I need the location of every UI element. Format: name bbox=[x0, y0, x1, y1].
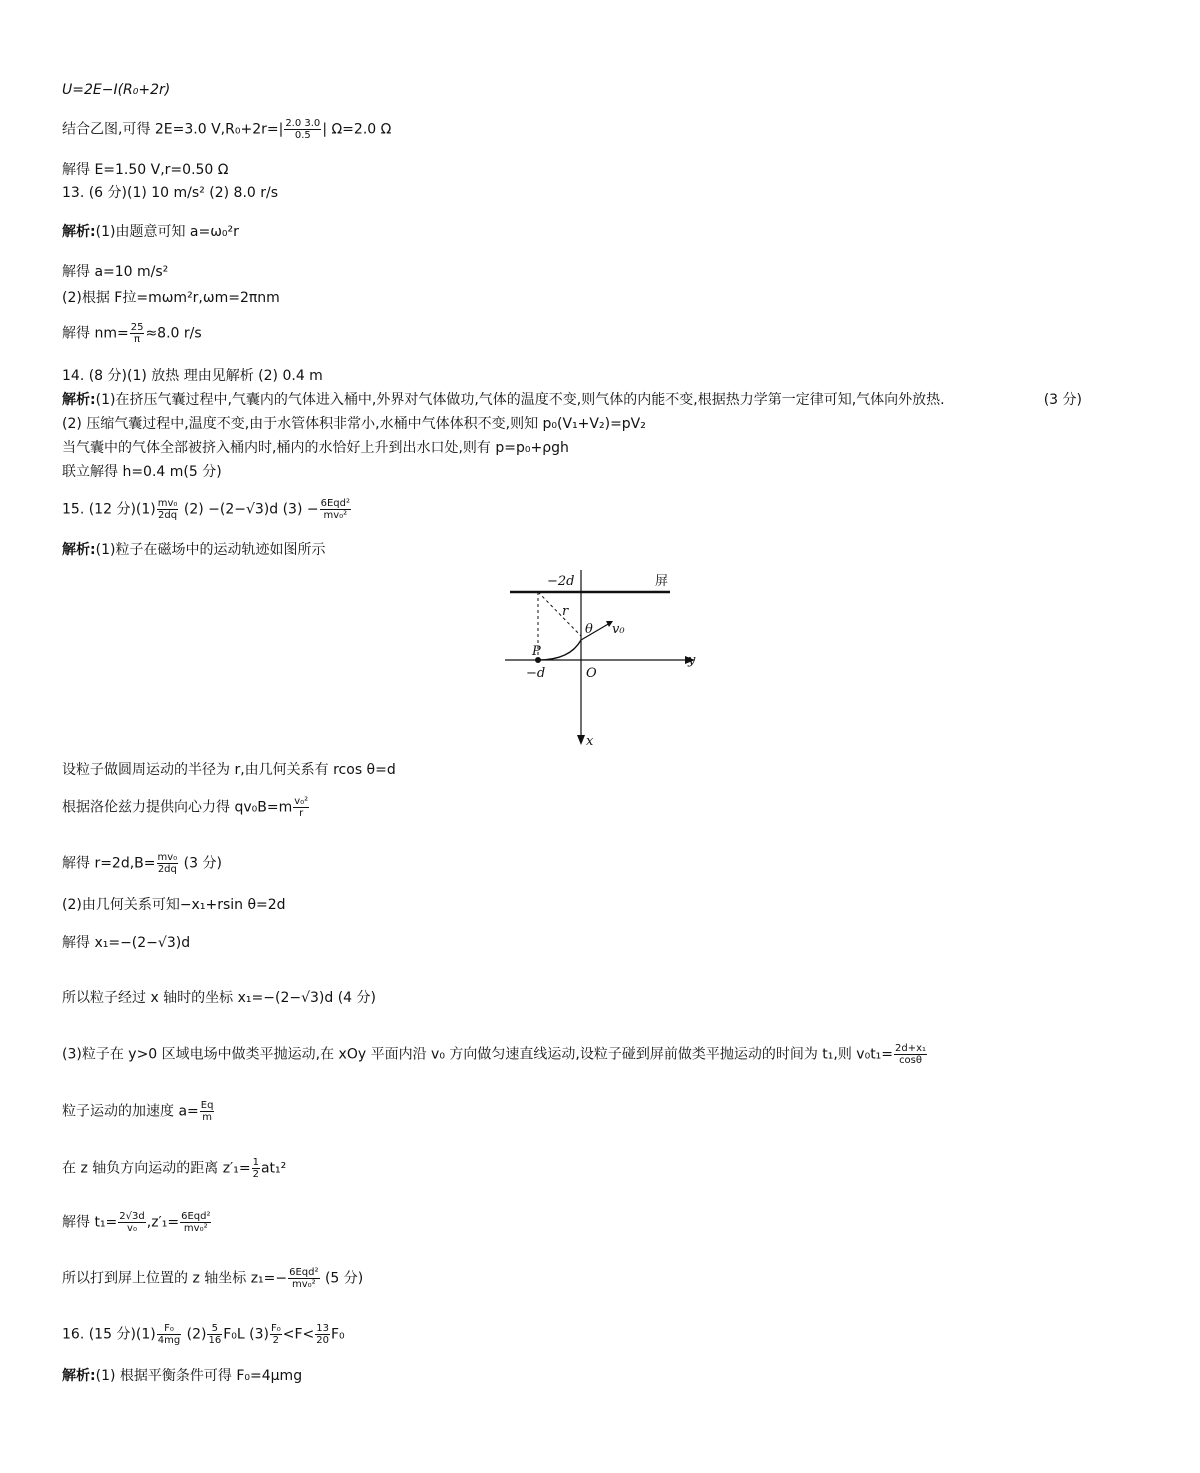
q16-answer: 16. (15 分)(1) $\frac{\text{F₀}}{4mg}$ (2) $\frac{5}{16}$ F₀L (3) $\frac{\text{F₀}}{2}$ <F< $\frac{13}{20}$ F₀ bbox=[62, 1323, 345, 1346]
q15-radius-relation: 设粒子做圆周运动的半径为 r,由几何关系有 rcos θ=d bbox=[62, 762, 396, 778]
label-x: x bbox=[586, 734, 594, 749]
q15-answer: 15. (12 分)(1) $\frac{\text{mv₀}}{2dq}$ (2) −(2−√3)d (3) − $\frac{\text{6Eqd²}}{\text{mv₀²}}$ bbox=[62, 498, 350, 521]
q15-z-coordinate: 所以打到屏上位置的 z 轴坐标 z₁=− $\frac{\text{6Eqd²}}{\text{mv₀²}}$ (5 分) bbox=[62, 1267, 364, 1290]
q14-analysis-3: 当气囊中的气体全部被挤入桶内时,桶内的水恰好上升到出水口处,则有 p=p₀+ρgh bbox=[62, 440, 569, 456]
fraction: $\frac{25}{\pi}$ bbox=[130, 322, 144, 345]
q14-analysis-2: (2) 压缩气囊过程中,温度不变,由于水管体积非常小,水桶中气体体积不变,则知 p₀(V₁+V₂)=pV₂ bbox=[62, 416, 646, 432]
fraction: $\frac{Eq}{m}$ bbox=[200, 1100, 214, 1123]
fraction: $\frac{\text{6Eqd²}}{\text{mv₀²}}$ bbox=[320, 498, 350, 521]
q15-solve-t1-z1: 解得 t₁= $\frac{2√3d}{\text{v₀}}$ ,z′₁= $\frac{\text{6Eqd²}}{\text{mv₀²}}$ bbox=[62, 1211, 211, 1234]
label-screen: 屏 bbox=[655, 574, 669, 589]
q14-analysis-1: 解析:(1)在挤压气囊过程中,气囊内的气体进入桶中,外界对气体做功,气体的温度不变,则气体的内能不变,根据热力学第一定律可知,气体向外放热. bbox=[62, 392, 945, 408]
fraction: $\frac{\text{F₀}}{4mg}$ bbox=[157, 1323, 181, 1346]
q16-analysis-1: 解析:(1) 根据平衡条件可得 F₀=4μmg bbox=[62, 1368, 303, 1384]
fraction: $\frac{1}{2}$ bbox=[252, 1157, 259, 1180]
x-axis-arrow bbox=[577, 735, 585, 745]
q15-lorentz: 根据洛伦兹力提供向心力得 qv₀B=m $\frac{\text{v₀²}}{r}$ bbox=[62, 796, 309, 819]
line-circuit-eq: U=2E−I(R₀+2r) bbox=[62, 82, 171, 98]
q13-analysis-1: 解析:(1)由题意可知 a=ω₀²r bbox=[62, 224, 239, 240]
line-solve-e-r: 解得 E=1.50 V,r=0.50 Ω bbox=[62, 162, 229, 178]
q13-analysis-2: (2)根据 F拉=mωm²r,ωm=2πnm bbox=[62, 290, 280, 306]
fraction: $\frac{\text{2d+x₁}}{\cos\theta}$ bbox=[895, 1043, 927, 1066]
q13-solve-n: 解得 nm= $\frac{25}{\pi}$ ≈8.0 r/s bbox=[62, 322, 202, 345]
fraction: $\frac{2√3d}{\text{v₀}}$ bbox=[119, 1211, 145, 1234]
q15-geometry-2: (2)由几何关系可知−x₁+rsin θ=2d bbox=[62, 897, 286, 913]
label-theta: θ bbox=[585, 622, 593, 637]
fraction: $\frac{\text{6Eqd²}}{\text{mv₀²}}$ bbox=[289, 1267, 319, 1290]
q15-acceleration: 粒子运动的加速度 a= $\frac{Eq}{m}$ bbox=[62, 1100, 214, 1123]
q13-solve-a: 解得 a=10 m/s² bbox=[62, 264, 169, 280]
label-v0: v₀ bbox=[612, 622, 625, 637]
q14-answer: 14. (8 分)(1) 放热 理由见解析 (2) 0.4 m bbox=[62, 368, 323, 384]
q15-x-coordinate: 所以粒子经过 x 轴时的坐标 x₁=−(2−√3)d (4 分) bbox=[62, 990, 377, 1006]
trajectory-arc bbox=[538, 640, 581, 660]
trajectory-diagram bbox=[490, 565, 710, 750]
q14-score-1: (3 分) bbox=[1043, 392, 1082, 408]
label-neg-d: −d bbox=[526, 666, 546, 681]
fraction: $\frac{5}{16}$ bbox=[208, 1323, 222, 1346]
label-p: P bbox=[532, 644, 541, 659]
fraction: $\frac{\text{mv₀}}{2dq}$ bbox=[157, 852, 178, 875]
q15-part3-intro: (3)粒子在 y>0 区域电场中做类平抛运动,在 xOy 平面内沿 v₀ 方向做匀速直线运动,设粒子碰到屏前做类平抛运动的时间为 t₁,则 v₀t₁= $\frac{\text{2d+x₁}}{\cos\theta}$ bbox=[62, 1043, 927, 1066]
q15-z-distance: 在 z 轴负方向运动的距离 z′₁= $\frac{1}{2}$ at₁² bbox=[62, 1157, 287, 1180]
q14-result: 联立解得 h=0.4 m(5 分) bbox=[62, 464, 222, 480]
fraction: $\frac{\text{mv₀}}{2dq}$ bbox=[157, 498, 178, 521]
label-y: y bbox=[688, 653, 696, 668]
radius-dashed-line bbox=[538, 592, 581, 636]
fraction: $\frac{13}{20}$ bbox=[316, 1323, 329, 1346]
q15-analysis-1: 解析:(1)粒子在磁场中的运动轨迹如图所示 bbox=[62, 542, 326, 558]
fraction: $\frac{\text{6Eqd²}}{\text{mv₀²}}$ bbox=[181, 1211, 211, 1234]
fraction: $\frac{2.0 3.0}{0.5}$ bbox=[285, 118, 321, 141]
line-graph-result: 结合乙图,可得 2E=3.0 V,R₀+2r=| $\frac{2.0 3.0}{0.5}$ | Ω=2.0 Ω bbox=[62, 118, 392, 141]
label-neg-2d: −2d bbox=[547, 574, 575, 589]
q15-solve-r-b: 解得 r=2d,B= $\frac{\text{mv₀}}{2dq}$ (3 分) bbox=[62, 852, 222, 875]
q13-answer: 13. (6 分)(1) 10 m/s² (2) 8.0 r/s bbox=[62, 185, 279, 201]
label-r: r bbox=[562, 604, 569, 619]
q15-solve-x1: 解得 x₁=−(2−√3)d bbox=[62, 935, 191, 951]
fraction: $\frac{\text{F₀}}{2}$ bbox=[270, 1323, 281, 1346]
label-o: O bbox=[586, 666, 597, 681]
fraction: $\frac{\text{v₀²}}{r}$ bbox=[294, 796, 309, 819]
